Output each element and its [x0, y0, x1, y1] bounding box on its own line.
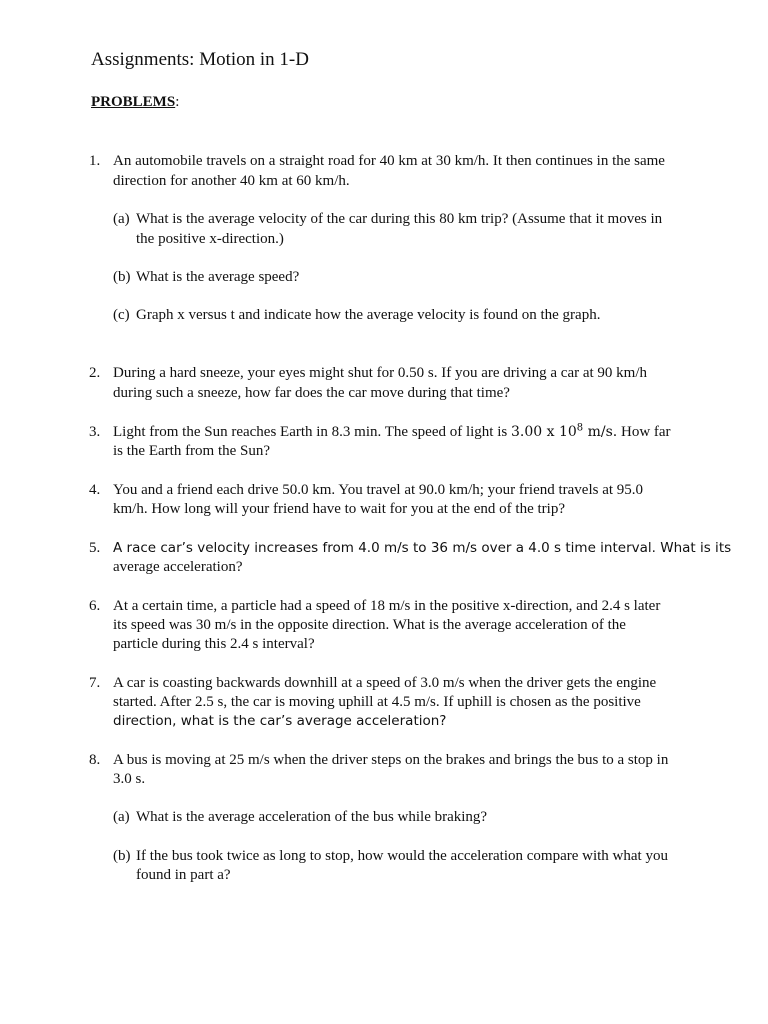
- subpart-label: (a): [113, 211, 130, 227]
- section-heading-label: PROBLEMS: [91, 94, 176, 110]
- subpart-text-line: the positive x-direction.): [136, 231, 284, 247]
- problem-number: 2.: [89, 365, 101, 381]
- problem-text-line: is the Earth from the Sun?: [113, 443, 271, 459]
- subpart-text-line: If the bus took twice as long to stop, how would the acceleration compare with what you: [136, 848, 668, 864]
- problem-text-line: its speed was 30 m/s in the opposite direction. What is the average acceleration of the: [113, 617, 626, 633]
- problem-number: 8.: [89, 752, 101, 768]
- problem-text-line: direction for another 40 km at 60 km/h.: [113, 173, 350, 189]
- problem-text-line: You and a friend each drive 50.0 km. You travel at 90.0 km/h; your friend travels at 95.0: [113, 482, 644, 498]
- subpart-label: (b): [113, 269, 131, 285]
- section-heading-colon: :: [175, 94, 180, 110]
- subpart-label: (b): [113, 848, 131, 864]
- problem-number: 6.: [89, 598, 101, 614]
- problem-text-line: started. After 2.5 s, the car is moving uphill at 4.5 m/s. If uphill is chosen as the positive: [113, 694, 641, 710]
- problem-text-line: [113, 423, 671, 441]
- subpart-label: (c): [113, 307, 130, 323]
- problem-text-line: A car is coasting backwards downhill at a speed of 3.0 m/s when the driver gets the engine: [113, 675, 657, 691]
- section-heading: [91, 93, 179, 111]
- problem-text-part: How far: [617, 424, 671, 440]
- math-exponent: 8: [576, 422, 584, 434]
- math-base: 3.00 x 10: [510, 424, 577, 440]
- subpart-text-line: Graph x versus t and indicate how the average velocity is found on the graph.: [136, 307, 601, 323]
- problem-text-line: during such a sneeze, how far does the car move during that time?: [113, 385, 510, 401]
- problem-number: 7.: [89, 675, 101, 691]
- problem-text-line: km/h. How long will your friend have to wait for you at the end of the trip?: [113, 501, 565, 517]
- problem-number: 4.: [89, 482, 101, 498]
- problem-text-line: A race car’s velocity increases from 4.0 m/s to 36 m/s over a 4.0 s time interval. What is its: [113, 540, 732, 556]
- subpart-text-line: What is the average acceleration of the bus while braking?: [136, 809, 488, 825]
- problem-text-line: At a certain time, a particle had a speed of 18 m/s in the positive x-direction, and 2.4 s later: [113, 598, 661, 614]
- problem-number: 5.: [89, 540, 101, 556]
- problem-text-line: A bus is moving at 25 m/s when the driver steps on the brakes and brings the bus to a stop in: [113, 752, 669, 768]
- subpart-text-line: What is the average speed?: [136, 269, 300, 285]
- math-unit: m/s.: [583, 424, 618, 440]
- problem-text-part: Light from the Sun reaches Earth in 8.3 min. The speed of light is: [113, 424, 511, 440]
- document-title: Assignments: Motion in 1-D: [91, 49, 309, 70]
- subpart-label: (a): [113, 809, 130, 825]
- subpart-text-line: What is the average velocity of the car during this 80 km trip? (Assume that it moves in: [136, 211, 663, 227]
- problem-number: 1.: [89, 153, 101, 169]
- problem-number: 3.: [89, 424, 101, 440]
- problem-text-line: During a hard sneeze, your eyes might shut for 0.50 s. If you are driving a car at 90 km/h: [113, 365, 648, 381]
- problem-text-line: 3.0 s.: [113, 771, 146, 787]
- speed-of-light-value: [511, 424, 617, 440]
- problem-text-line: particle during this 2.4 s interval?: [113, 636, 315, 652]
- problem-text-line: An automobile travels on a straight road for 40 km at 30 km/h. It then continues in the same: [113, 153, 665, 169]
- problem-text-line: direction, what is the car’s average acceleration?: [113, 713, 447, 729]
- subpart-text-line: found in part a?: [136, 867, 231, 883]
- problem-text-line: average acceleration?: [113, 559, 243, 575]
